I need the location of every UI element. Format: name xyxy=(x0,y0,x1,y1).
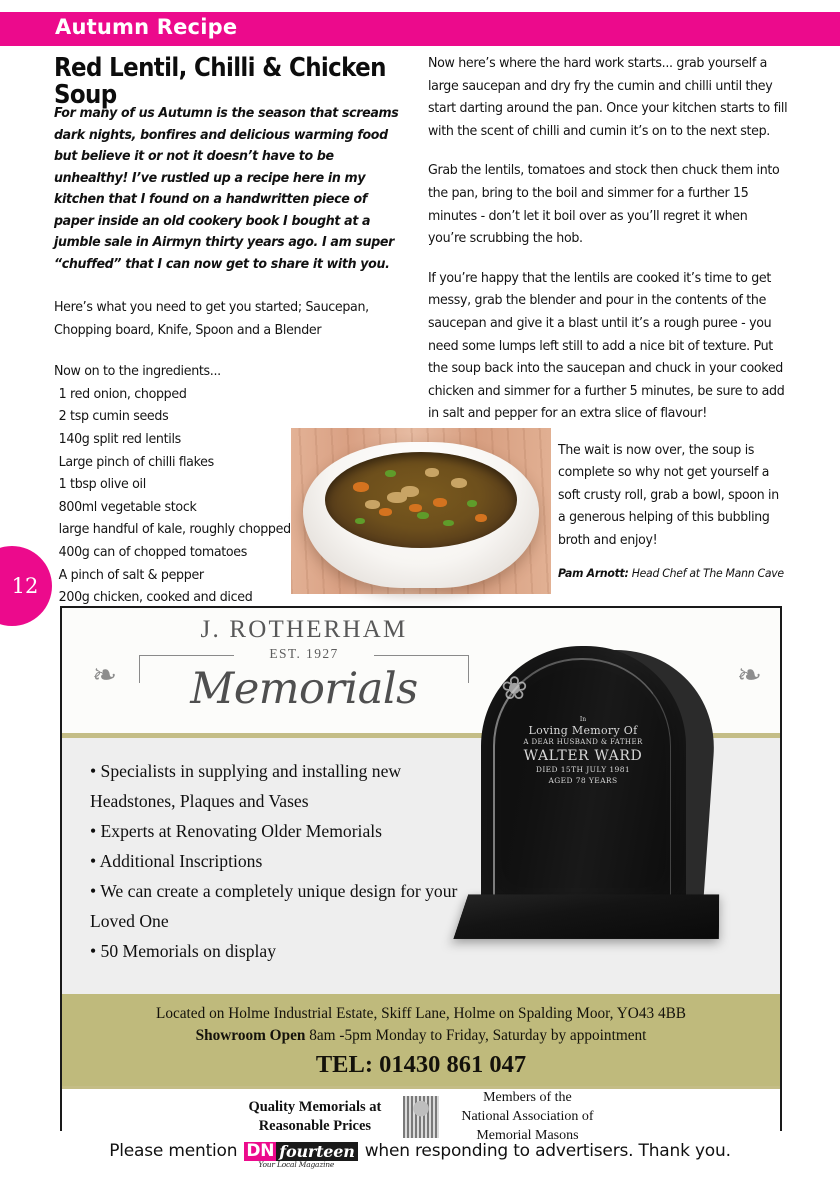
est-rule-left xyxy=(139,655,234,656)
recipe-right-column xyxy=(428,52,790,442)
members-line-1: Members of the xyxy=(483,1090,572,1105)
inscription-line-1: In xyxy=(579,716,587,723)
rose-engraving-icon: ❀ xyxy=(501,669,528,707)
ad-brand-name: J. ROTHERHAM xyxy=(200,616,408,643)
byline-role: Head Chef at The Mann Cave xyxy=(628,566,784,581)
method-paragraph-3: If you’re happy that the lentils are cooked it’s time to get messy, grab the blender and pour in the contents of the saucepan and give it a blast until it’s a rough puree - you need some lumps left still to add a nice bit of texture. Put the soup back into the saucepan and chuck in your cooked chicken and simmer for a further 5 minutes, be sure to add in salt and pepper for an extra slice of flavour! xyxy=(428,269,785,422)
ad-brand-word: Memorials xyxy=(190,664,418,714)
ad-main-panel xyxy=(62,669,780,994)
headstone-inscription xyxy=(503,716,663,786)
list-item: • Additional Inscriptions xyxy=(90,851,263,871)
ad-address-line: Located on Holme Industrial Estate, Skiff Lane, Holme on Spalding Moor, YO43 4BB xyxy=(155,1005,687,1022)
ad-services-list xyxy=(90,756,490,966)
showroom-open-label: Showroom Open xyxy=(195,1027,306,1044)
logo-fourteen-mark: fourteen xyxy=(276,1142,357,1161)
recipe-intro: For many of us Autumn is the season that screams dark nights, bonfires and delicious warming food but believe it or not it doesn’t have to be unhealthy! I’ve rustled up a recipe here in my kitchen that I found on a handwritten piece of paper inside an old cookery book I bought at a jumble sale in Airmyn thirty years ago. I am super “chuffed” that I can now get to share it with you. xyxy=(54,106,399,272)
inscription-line-6: AGED 78 YEARS xyxy=(548,776,618,785)
quality-line-1: Quality Memorials at xyxy=(248,1098,382,1115)
soup-photo xyxy=(291,428,551,594)
flourish-left-icon: ❧ xyxy=(92,658,118,693)
logo-tagline: Your Local Magazine xyxy=(258,1159,335,1169)
namm-crest-icon xyxy=(403,1096,439,1138)
headstone-plinth xyxy=(453,894,719,939)
ad-brand-lockup xyxy=(94,616,514,715)
list-item: 400g can of chopped tomatoes xyxy=(58,543,248,560)
ad-est-row xyxy=(94,645,514,665)
list-item: • Specialists in supplying and installing new Headstones, Plaques and Vases xyxy=(90,761,402,811)
list-item: 1 red onion, chopped xyxy=(58,385,187,402)
ad-membership xyxy=(461,1088,593,1145)
method-paragraph-2: Grab the lentils, tomatoes and stock then chuck them into the pan, bring to the boil and simmer for a further 15 minutes - don’t let it boil over as you’ll regret it when you’re scrubbing the hob. xyxy=(428,162,780,247)
members-line-2: National Association of xyxy=(461,1109,594,1124)
inscription-line-3: A DEAR HUSBAND & FATHER xyxy=(523,738,643,746)
list-item: A pinch of salt & pepper xyxy=(58,566,204,583)
list-item: 800ml vegetable stock xyxy=(58,498,197,515)
ingredients-heading: Now on to the ingredients... xyxy=(54,363,221,380)
dnfourteen-logo xyxy=(244,1140,357,1169)
list-item: • Experts at Renovating Older Memorials xyxy=(90,821,382,841)
members-line-3: Memorial Masons xyxy=(476,1128,579,1143)
recipe-byline xyxy=(558,566,787,580)
list-item: • We can create a completely unique design for your Loved One xyxy=(90,881,458,931)
list-item: Large pinch of chilli flakes xyxy=(58,453,214,470)
advertiser-strapline xyxy=(0,1140,840,1169)
flourish-right-icon: ❧ xyxy=(736,658,762,693)
list-item: large handful of kale, roughly chopped xyxy=(58,521,291,538)
page-number-badge xyxy=(0,546,52,626)
list-item: • 50 Memorials on display xyxy=(90,941,276,961)
ad-quality-strapline xyxy=(248,1098,381,1136)
recipe-tools: Here’s what you need to get you started; Saucepan, Chopping board, Knife, Spoon and a Blender xyxy=(54,299,369,338)
method-paragraph-1: Now here’s where the hard work starts... grab yourself a large saucepan and dry fry the cumin and chilli until they start darting around the pan. Once your kitchen starts to fill with the scent of chilli and cumin it’s on to the next step. xyxy=(428,55,788,139)
strapline-before: Please mention xyxy=(109,1141,238,1161)
soup-surface xyxy=(325,452,517,548)
advertisement-j-rotherham-memorials[interactable] xyxy=(60,606,782,1143)
quality-line-2: Reasonable Prices xyxy=(258,1117,372,1134)
showroom-hours: 8am -5pm Monday to Friday, Saturday by appointment xyxy=(305,1027,647,1044)
ad-opening-hours xyxy=(62,1025,780,1047)
ad-footer xyxy=(62,1089,780,1144)
recipe-title: Red Lentil, Chilli & Chicken Soup xyxy=(54,53,386,110)
page-number: 12 xyxy=(11,574,39,598)
ad-address-band xyxy=(62,994,780,1086)
logo-dn-mark: DN xyxy=(246,1140,275,1161)
strapline-after: when responding to advertisers. Thank you. xyxy=(364,1141,731,1161)
recipe-closing-block xyxy=(558,440,788,580)
ad-established: EST. 1927 xyxy=(269,646,339,661)
recipe-closing-text: The wait is now over, the soup is complete so why not get yourself a soft crusty roll, grab a bowl, spoon in a generous helping of this bubbling broth and enjoy! xyxy=(558,443,779,548)
list-item: 140g split red lentils xyxy=(58,430,181,447)
list-item: 200g chicken, cooked and diced xyxy=(58,589,253,606)
section-title: Autumn Recipe xyxy=(55,15,238,39)
headstone-photo xyxy=(457,620,767,980)
inscription-line-5: DIED 15TH JULY 1981 xyxy=(535,765,631,774)
logo-top-row xyxy=(244,1142,357,1161)
inscription-line-2: Loving Memory Of xyxy=(528,724,638,737)
ad-telephone[interactable]: TEL: 01430 861 047 xyxy=(315,1051,527,1078)
list-item: 2 tsp cumin seeds xyxy=(58,408,169,425)
byline-name: Pam Arnott: xyxy=(558,566,629,581)
inscription-line-4: WALTER WARD xyxy=(523,748,643,764)
est-rule-right xyxy=(374,655,469,656)
list-item: 1 tbsp olive oil xyxy=(58,476,146,493)
